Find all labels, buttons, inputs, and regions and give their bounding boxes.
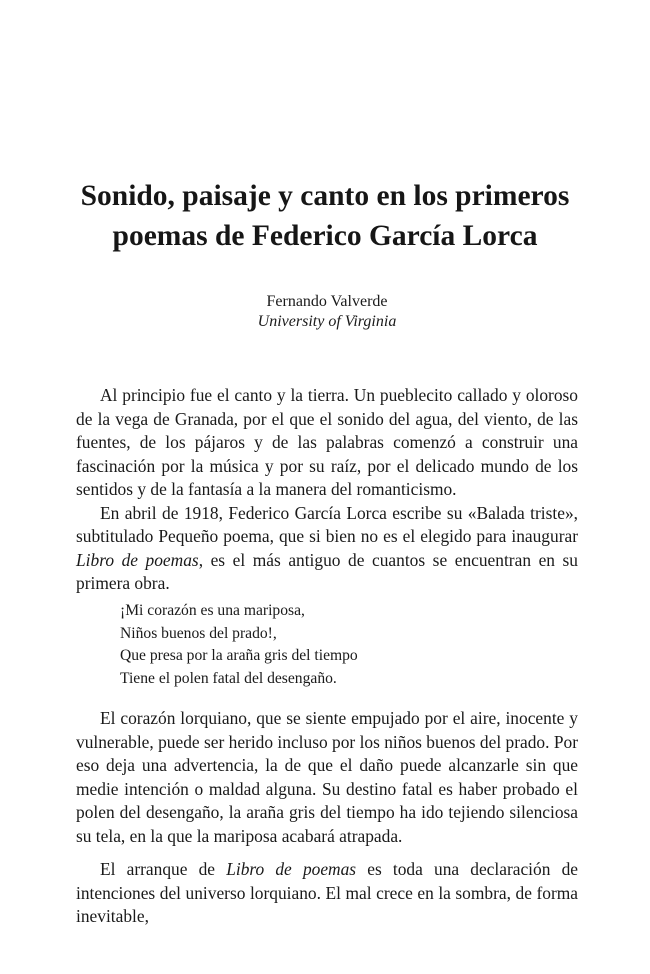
verse-line-4: Tiene el polen fatal del desengaño. xyxy=(120,669,337,687)
author-name: Fernando Valverde xyxy=(266,293,388,310)
book-title-2: Libro de poemas xyxy=(226,859,357,879)
closing-paragraph xyxy=(76,858,578,929)
paragraph-4-text-b: es toda una declaración de intenciones del universo lorquiano. El mal crece en la sombra, de forma inevitable, xyxy=(76,859,578,926)
paragraph-2 xyxy=(76,502,578,596)
title-line-2: poemas de Federico García Lorca xyxy=(112,220,538,252)
article-title xyxy=(60,176,590,256)
verse-line-1: ¡Mi corazón es una mariposa, xyxy=(120,602,305,619)
paragraph-2-text-a: En abril de 1918, Federico García Lorca escribe su «Balada triste», subtitulado Pequeño poema, que si bien no es el elegido para inaugurar xyxy=(76,502,578,546)
verse-line-3: Que presa por la araña gris del tiempo xyxy=(120,647,358,664)
poem-quote xyxy=(120,600,358,690)
book-title: Libro de poemas xyxy=(76,549,199,570)
analysis-paragraph xyxy=(76,707,578,848)
intro-paragraphs xyxy=(76,384,578,596)
paragraph-4-text-a: El arranque de xyxy=(100,859,227,879)
title-line-1: Sonido, paisaje y canto en los primeros xyxy=(80,180,570,212)
paragraph-1: Al principio fue el canto y la tierra. Un pueblecito callado y oloroso de la vega de Granada, por el que el sonido del agua, del viento, de las fuentes, de los pájaros y de las palabras comenzó a construir una fascinación por la música y por su raíz, por el delicado mundo de los sentidos y de la fantasía a la manera del romanticismo. xyxy=(76,385,578,499)
verse-line-2: Niños buenos del prado!, xyxy=(120,624,277,642)
paragraph-4 xyxy=(76,858,578,929)
author-affiliation: University of Virginia xyxy=(257,313,397,330)
byline xyxy=(0,292,650,332)
paragraph-2-text-b: , es el más antiguo de cuantos se encuentran en su primera obra. xyxy=(76,549,579,593)
paragraph-3: El corazón lorquiano, que se siente empujado por el aire, inocente y vulnerable, puede ser herido incluso por los niños buenos del prado. Por eso deja una advertencia, la de que el daño puede alcanzarle sin que medie intención o maldad alguna. Su destino fatal es haber probado el polen del desengaño, la araña gris del tiempo ha ido tejiendo silenciosa su tela, en la que la mariposa acabará atrapada. xyxy=(76,708,578,846)
